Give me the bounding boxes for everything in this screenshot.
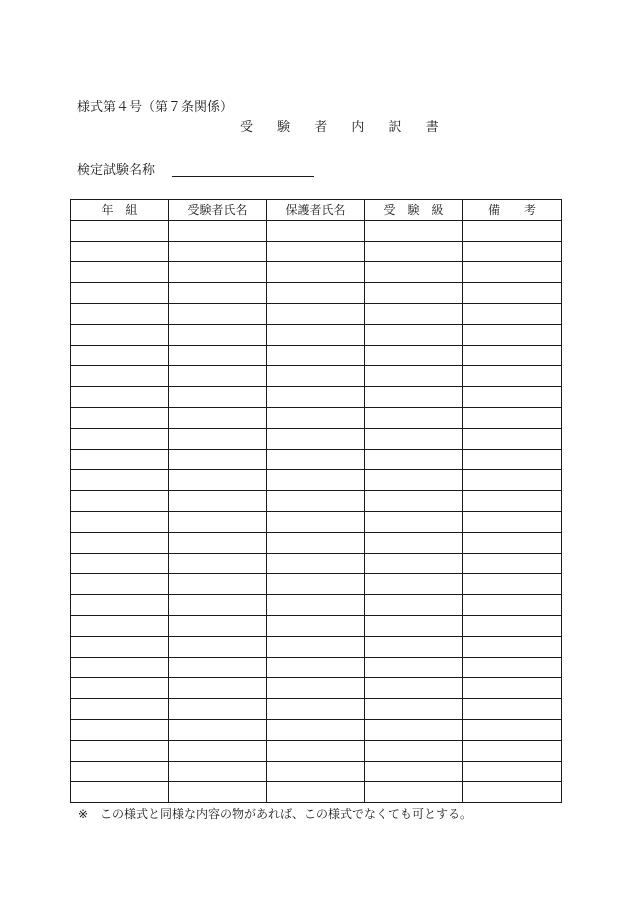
cell-remarks[interactable] [463, 615, 562, 636]
cell-remarks[interactable] [463, 699, 562, 720]
cell-guardian-name[interactable] [267, 699, 365, 720]
cell-exam-grade[interactable] [365, 491, 463, 512]
cell-examinee-name[interactable] [169, 428, 267, 449]
cell-class-year[interactable] [71, 262, 169, 283]
cell-examinee-name[interactable] [169, 532, 267, 553]
cell-class-year[interactable] [71, 761, 169, 782]
cell-remarks[interactable] [463, 761, 562, 782]
cell-exam-grade[interactable] [365, 574, 463, 595]
cell-exam-grade[interactable] [365, 283, 463, 304]
cell-examinee-name[interactable] [169, 574, 267, 595]
cell-examinee-name[interactable] [169, 657, 267, 678]
cell-examinee-name[interactable] [169, 615, 267, 636]
cell-exam-grade[interactable] [365, 303, 463, 324]
cell-remarks[interactable] [463, 241, 562, 262]
cell-class-year[interactable] [71, 615, 169, 636]
cell-remarks[interactable] [463, 636, 562, 657]
cell-exam-grade[interactable] [365, 262, 463, 283]
cell-examinee-name[interactable] [169, 636, 267, 657]
cell-remarks[interactable] [463, 345, 562, 366]
table-row [71, 241, 562, 262]
cell-examinee-name[interactable] [169, 387, 267, 408]
cell-guardian-name[interactable] [267, 636, 365, 657]
footnote-text: この様式と同様な内容の物があれば、この様式でなくても可とする。 [100, 807, 473, 821]
cell-exam-grade[interactable] [365, 407, 463, 428]
cell-remarks[interactable] [463, 428, 562, 449]
cell-remarks[interactable] [463, 366, 562, 387]
examinee-roster-table [70, 199, 562, 803]
table-row [71, 345, 562, 366]
table-row [71, 615, 562, 636]
cell-exam-grade[interactable] [365, 678, 463, 699]
table-row [71, 553, 562, 574]
cell-guardian-name[interactable] [267, 470, 365, 491]
cell-guardian-name[interactable] [267, 678, 365, 699]
cell-remarks[interactable] [463, 303, 562, 324]
cell-examinee-name[interactable] [169, 220, 267, 241]
table-row [71, 532, 562, 553]
header-examinee-name: 受験者氏名 [169, 200, 267, 221]
cell-examinee-name[interactable] [169, 491, 267, 512]
cell-class-year[interactable] [71, 719, 169, 740]
table-header-row [71, 200, 562, 221]
table-row [71, 699, 562, 720]
document-title: 受 験 者 内 訳 書 [240, 120, 449, 135]
cell-guardian-name[interactable] [267, 283, 365, 304]
cell-examinee-name[interactable] [169, 678, 267, 699]
table-row [71, 387, 562, 408]
cell-remarks[interactable] [463, 782, 562, 803]
cell-guardian-name[interactable] [267, 428, 365, 449]
table-row [71, 761, 562, 782]
table-row [71, 740, 562, 761]
cell-guardian-name[interactable] [267, 657, 365, 678]
cell-class-year[interactable] [71, 553, 169, 574]
cell-exam-grade[interactable] [365, 428, 463, 449]
cell-class-year[interactable] [71, 511, 169, 532]
cell-exam-grade[interactable] [365, 345, 463, 366]
cell-guardian-name[interactable] [267, 345, 365, 366]
cell-exam-grade[interactable] [365, 470, 463, 491]
header-guardian-name: 保護者氏名 [267, 200, 365, 221]
cell-class-year[interactable] [71, 428, 169, 449]
cell-exam-grade[interactable] [365, 699, 463, 720]
cell-class-year[interactable] [71, 595, 169, 616]
cell-guardian-name[interactable] [267, 449, 365, 470]
cell-examinee-name[interactable] [169, 324, 267, 345]
cell-exam-grade[interactable] [365, 657, 463, 678]
table-row [71, 782, 562, 803]
table-row [71, 366, 562, 387]
cell-examinee-name[interactable] [169, 511, 267, 532]
table-row [71, 324, 562, 345]
cell-class-year[interactable] [71, 324, 169, 345]
cell-guardian-name[interactable] [267, 491, 365, 512]
cell-guardian-name[interactable] [267, 324, 365, 345]
table-row [71, 428, 562, 449]
table-row [71, 303, 562, 324]
cell-examinee-name[interactable] [169, 345, 267, 366]
cell-remarks[interactable] [463, 407, 562, 428]
cell-remarks[interactable] [463, 449, 562, 470]
cell-examinee-name[interactable] [169, 719, 267, 740]
cell-exam-grade[interactable] [365, 387, 463, 408]
cell-examinee-name[interactable] [169, 262, 267, 283]
cell-exam-grade[interactable] [365, 719, 463, 740]
cell-remarks[interactable] [463, 491, 562, 512]
cell-remarks[interactable] [463, 678, 562, 699]
header-class-year: 年 組 [71, 200, 169, 221]
cell-guardian-name[interactable] [267, 574, 365, 595]
cell-examinee-name[interactable] [169, 553, 267, 574]
table-row [71, 262, 562, 283]
cell-guardian-name[interactable] [267, 511, 365, 532]
table-row [71, 719, 562, 740]
cell-examinee-name[interactable] [169, 470, 267, 491]
cell-guardian-name[interactable] [267, 387, 365, 408]
cell-exam-grade[interactable] [365, 220, 463, 241]
table-row [71, 470, 562, 491]
cell-remarks[interactable] [463, 553, 562, 574]
cell-exam-grade[interactable] [365, 553, 463, 574]
cell-class-year[interactable] [71, 449, 169, 470]
cell-class-year[interactable] [71, 220, 169, 241]
cell-exam-grade[interactable] [365, 532, 463, 553]
cell-exam-grade[interactable] [365, 782, 463, 803]
cell-examinee-name[interactable] [169, 303, 267, 324]
form-number: 様式第４号（第７条関係） [77, 100, 234, 115]
cell-guardian-name[interactable] [267, 366, 365, 387]
cell-guardian-name[interactable] [267, 595, 365, 616]
cell-class-year[interactable] [71, 657, 169, 678]
exam-name-row [77, 163, 155, 179]
cell-remarks[interactable] [463, 470, 562, 491]
footnote [78, 807, 472, 822]
cell-guardian-name[interactable] [267, 719, 365, 740]
cell-examinee-name[interactable] [169, 782, 267, 803]
cell-remarks[interactable] [463, 574, 562, 595]
table-row [71, 595, 562, 616]
table-row [71, 283, 562, 304]
cell-guardian-name[interactable] [267, 615, 365, 636]
cell-exam-grade[interactable] [365, 740, 463, 761]
cell-exam-grade[interactable] [365, 324, 463, 345]
cell-examinee-name[interactable] [169, 449, 267, 470]
table-row [71, 449, 562, 470]
cell-guardian-name[interactable] [267, 262, 365, 283]
cell-class-year[interactable] [71, 407, 169, 428]
cell-guardian-name[interactable] [267, 241, 365, 262]
cell-remarks[interactable] [463, 657, 562, 678]
footnote-mark: ※ [78, 807, 89, 821]
cell-class-year[interactable] [71, 345, 169, 366]
cell-class-year[interactable] [71, 574, 169, 595]
cell-examinee-name[interactable] [169, 366, 267, 387]
cell-exam-grade[interactable] [365, 366, 463, 387]
cell-class-year[interactable] [71, 699, 169, 720]
cell-class-year[interactable] [71, 470, 169, 491]
exam-name-blank-line[interactable] [172, 176, 314, 177]
cell-exam-grade[interactable] [365, 511, 463, 532]
cell-class-year[interactable] [71, 782, 169, 803]
cell-examinee-name[interactable] [169, 283, 267, 304]
cell-class-year[interactable] [71, 491, 169, 512]
cell-remarks[interactable] [463, 220, 562, 241]
cell-exam-grade[interactable] [365, 449, 463, 470]
roster-body [71, 220, 562, 802]
cell-guardian-name[interactable] [267, 532, 365, 553]
cell-examinee-name[interactable] [169, 740, 267, 761]
cell-class-year[interactable] [71, 303, 169, 324]
table-row [71, 636, 562, 657]
cell-guardian-name[interactable] [267, 761, 365, 782]
cell-examinee-name[interactable] [169, 595, 267, 616]
table-row [71, 220, 562, 241]
cell-class-year[interactable] [71, 678, 169, 699]
cell-class-year[interactable] [71, 283, 169, 304]
cell-remarks[interactable] [463, 283, 562, 304]
cell-remarks[interactable] [463, 532, 562, 553]
header-exam-grade: 受 験 級 [365, 200, 463, 221]
exam-name-label: 検定試験名称 [77, 163, 156, 178]
cell-remarks[interactable] [463, 324, 562, 345]
table-row [71, 678, 562, 699]
table-row [71, 657, 562, 678]
cell-examinee-name[interactable] [169, 241, 267, 262]
cell-examinee-name[interactable] [169, 407, 267, 428]
cell-guardian-name[interactable] [267, 553, 365, 574]
table-row [71, 574, 562, 595]
table-row [71, 511, 562, 532]
cell-class-year[interactable] [71, 532, 169, 553]
cell-exam-grade[interactable] [365, 615, 463, 636]
cell-guardian-name[interactable] [267, 782, 365, 803]
cell-class-year[interactable] [71, 740, 169, 761]
cell-exam-grade[interactable] [365, 636, 463, 657]
cell-remarks[interactable] [463, 740, 562, 761]
cell-class-year[interactable] [71, 366, 169, 387]
header-remarks: 備 考 [463, 200, 562, 221]
cell-remarks[interactable] [463, 262, 562, 283]
cell-guardian-name[interactable] [267, 740, 365, 761]
cell-guardian-name[interactable] [267, 303, 365, 324]
cell-guardian-name[interactable] [267, 220, 365, 241]
cell-exam-grade[interactable] [365, 595, 463, 616]
cell-examinee-name[interactable] [169, 699, 267, 720]
cell-remarks[interactable] [463, 511, 562, 532]
cell-remarks[interactable] [463, 387, 562, 408]
cell-class-year[interactable] [71, 241, 169, 262]
cell-examinee-name[interactable] [169, 761, 267, 782]
cell-remarks[interactable] [463, 719, 562, 740]
cell-exam-grade[interactable] [365, 761, 463, 782]
table-row [71, 491, 562, 512]
table-row [71, 407, 562, 428]
cell-exam-grade[interactable] [365, 241, 463, 262]
cell-class-year[interactable] [71, 636, 169, 657]
cell-remarks[interactable] [463, 595, 562, 616]
cell-guardian-name[interactable] [267, 407, 365, 428]
cell-class-year[interactable] [71, 387, 169, 408]
